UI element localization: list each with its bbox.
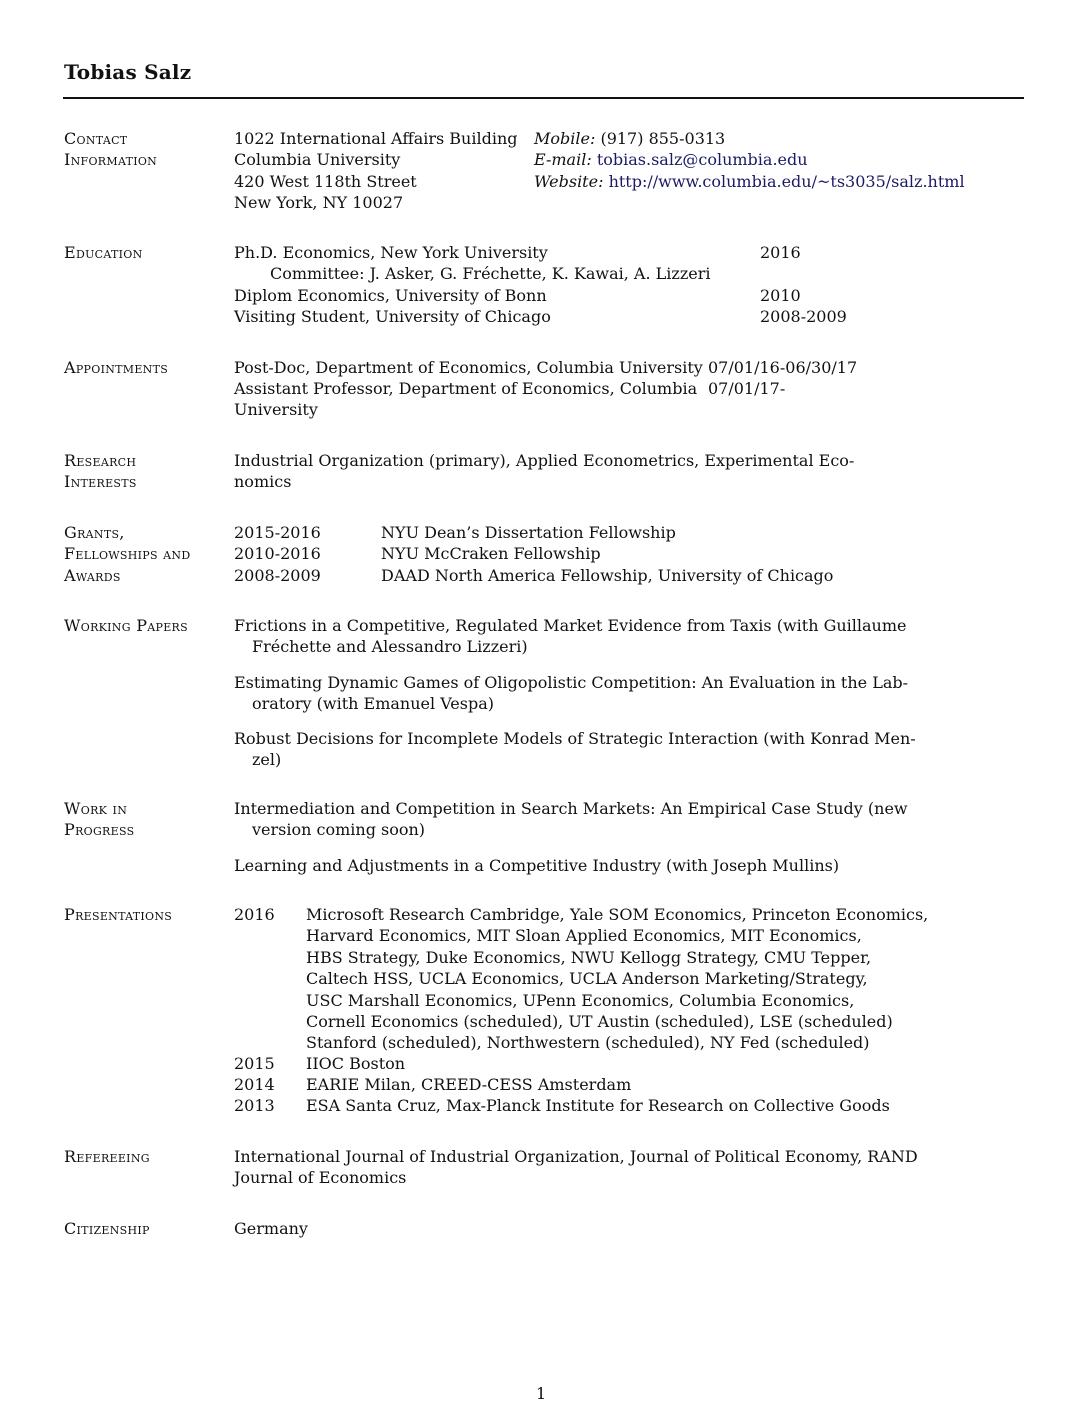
heading-line: Contact bbox=[64, 129, 128, 148]
heading-line: Information bbox=[64, 150, 158, 170]
section-heading-refereeing: Refereeing bbox=[64, 1147, 150, 1166]
address-line: Columbia University bbox=[234, 150, 401, 170]
education-year-2: 2010 bbox=[760, 286, 801, 305]
grant-name: NYU Dean’s Dissertation Fellowship bbox=[381, 523, 676, 542]
mobile-label: Mobile: bbox=[534, 129, 596, 148]
wip-item-2: Learning and Adjustments in a Competitive Industry (with Joseph Mullins) bbox=[234, 856, 840, 875]
text-line: Harvard Economics, MIT Sloan Applied Economics, MIT Economics, bbox=[306, 926, 862, 946]
presentation-year-2015: 2015 bbox=[234, 1054, 275, 1073]
grant-year: 2008-2009 bbox=[234, 565, 321, 585]
working-paper-2 bbox=[234, 672, 908, 715]
refereeing-list bbox=[234, 1146, 918, 1189]
grant-name: DAAD North America Fellowship, University of Chicago bbox=[381, 565, 834, 585]
presentation-year-2014: 2014 bbox=[234, 1075, 275, 1094]
text-line: version coming soon) bbox=[252, 820, 426, 840]
grant-names bbox=[381, 522, 833, 586]
appointment-1-date: 07/01/16-06/30/17 bbox=[708, 358, 858, 377]
heading-line: Grants, bbox=[64, 523, 125, 542]
text-line: nomics bbox=[234, 472, 292, 492]
address-line: 1022 International Affairs Building bbox=[234, 129, 518, 148]
section-heading-wip bbox=[64, 798, 134, 841]
text-line: HBS Strategy, Duke Economics, NWU Kellogg Strategy, CMU Tepper, bbox=[306, 947, 872, 967]
section-heading-working-papers: Working Papers bbox=[64, 616, 188, 635]
heading-line: Fellowships and bbox=[64, 544, 191, 564]
text-line: Microsoft Research Cambridge, Yale SOM Economics, Princeton Economics, bbox=[306, 905, 929, 924]
email-label: E-mail: bbox=[534, 150, 592, 170]
text-line: Caltech HSS, UCLA Economics, UCLA Anderson Marketing/Strategy, bbox=[306, 969, 868, 989]
research-interests bbox=[234, 450, 854, 493]
text-line: Journal of Economics bbox=[234, 1168, 407, 1188]
text-line: International Journal of Industrial Organization, Journal of Political Economy, RAND bbox=[234, 1147, 918, 1166]
text-line: Intermediation and Competition in Search Markets: An Empirical Case Study (new bbox=[234, 799, 908, 818]
heading-line: Interests bbox=[64, 472, 137, 492]
text-line: USC Marshall Economics, UPenn Economics, Columbia Economics, bbox=[306, 990, 855, 1010]
wip-item-1 bbox=[234, 798, 908, 841]
text-line: Cornell Economics (scheduled), UT Austin (scheduled), LSE (scheduled) bbox=[306, 1012, 893, 1032]
education-year-3: 2008-2009 bbox=[760, 307, 847, 326]
text-line: Fréchette and Alessandro Lizzeri) bbox=[252, 637, 528, 657]
education-degree-2: Diplom Economics, University of Bonn bbox=[234, 286, 547, 305]
grant-year: 2015-2016 bbox=[234, 523, 321, 542]
education-committee: Committee: J. Asker, G. Fréchette, K. Kawai, A. Lizzeri bbox=[270, 264, 711, 283]
text-line: Robust Decisions for Incomplete Models of Strategic Interaction (with Konrad Men- bbox=[234, 729, 916, 748]
cv-name: Tobias Salz bbox=[64, 60, 192, 84]
text-line: oratory (with Emanuel Vespa) bbox=[252, 694, 494, 714]
text-line: Industrial Organization (primary), Applied Econometrics, Experimental Eco- bbox=[234, 451, 855, 470]
email-link[interactable]: tobias.salz@columbia.edu bbox=[596, 150, 808, 170]
heading-line: Progress bbox=[64, 820, 135, 840]
grant-years bbox=[234, 522, 321, 586]
working-paper-3 bbox=[234, 728, 916, 771]
section-heading-contact bbox=[64, 128, 157, 171]
header-rule bbox=[63, 97, 1024, 99]
address-line: New York, NY 10027 bbox=[234, 193, 404, 213]
heading-line: Work in bbox=[64, 799, 128, 818]
appointment-2-cont: University bbox=[234, 400, 318, 419]
presentation-list-2015: IIOC Boston bbox=[306, 1054, 406, 1073]
presentation-list-2014: EARIE Milan, CREED-CESS Amsterdam bbox=[306, 1075, 632, 1094]
mobile-row bbox=[534, 128, 965, 149]
section-heading-education: Education bbox=[64, 243, 143, 262]
presentation-list-2013: ESA Santa Cruz, Max-Planck Institute for Research on Collective Goods bbox=[306, 1096, 890, 1115]
heading-line: Research bbox=[64, 451, 137, 470]
education-degree-1: Ph.D. Economics, New York University bbox=[234, 243, 548, 262]
presentation-year-2013: 2013 bbox=[234, 1096, 275, 1115]
text-line: Estimating Dynamic Games of Oligopolistic Competition: An Evaluation in the Lab- bbox=[234, 673, 909, 692]
appointment-2: Assistant Professor, Department of Economics, Columbia bbox=[234, 379, 698, 398]
education-year-1: 2016 bbox=[760, 243, 801, 262]
section-heading-citizenship: Citizenship bbox=[64, 1219, 150, 1238]
education-degree-3: Visiting Student, University of Chicago bbox=[234, 307, 551, 326]
grant-name: NYU McCraken Fellowship bbox=[381, 544, 601, 564]
website-link[interactable]: http://www.columbia.edu/~ts3035/salz.html bbox=[608, 171, 965, 191]
contact-address bbox=[234, 128, 518, 214]
section-heading-appointments: Appointments bbox=[64, 358, 169, 377]
address-line: 420 West 118th Street bbox=[234, 171, 417, 191]
working-paper-1 bbox=[234, 615, 907, 658]
email-row bbox=[534, 149, 965, 170]
presentation-year-2016: 2016 bbox=[234, 905, 275, 924]
section-heading-research bbox=[64, 450, 137, 493]
section-heading-grants bbox=[64, 522, 190, 586]
mobile-value: (917) 855-0313 bbox=[600, 129, 726, 148]
section-heading-presentations: Presentations bbox=[64, 905, 173, 924]
page-number: 1 bbox=[536, 1384, 547, 1403]
appointment-2-date: 07/01/17- bbox=[708, 379, 786, 398]
citizenship-value: Germany bbox=[234, 1219, 308, 1238]
text-line: Frictions in a Competitive, Regulated Market Evidence from Taxis (with Guillaume bbox=[234, 616, 907, 635]
text-line: zel) bbox=[252, 750, 282, 770]
heading-line: Awards bbox=[64, 565, 121, 585]
contact-details bbox=[534, 128, 965, 192]
text-line: Stanford (scheduled), Northwestern (scheduled), NY Fed (scheduled) bbox=[306, 1033, 870, 1053]
presentation-list-2016 bbox=[306, 904, 928, 1054]
grant-year: 2010-2016 bbox=[234, 544, 321, 564]
website-row bbox=[534, 171, 965, 192]
website-label: Website: bbox=[534, 171, 604, 191]
appointment-1: Post-Doc, Department of Economics, Columbia University bbox=[234, 358, 703, 377]
